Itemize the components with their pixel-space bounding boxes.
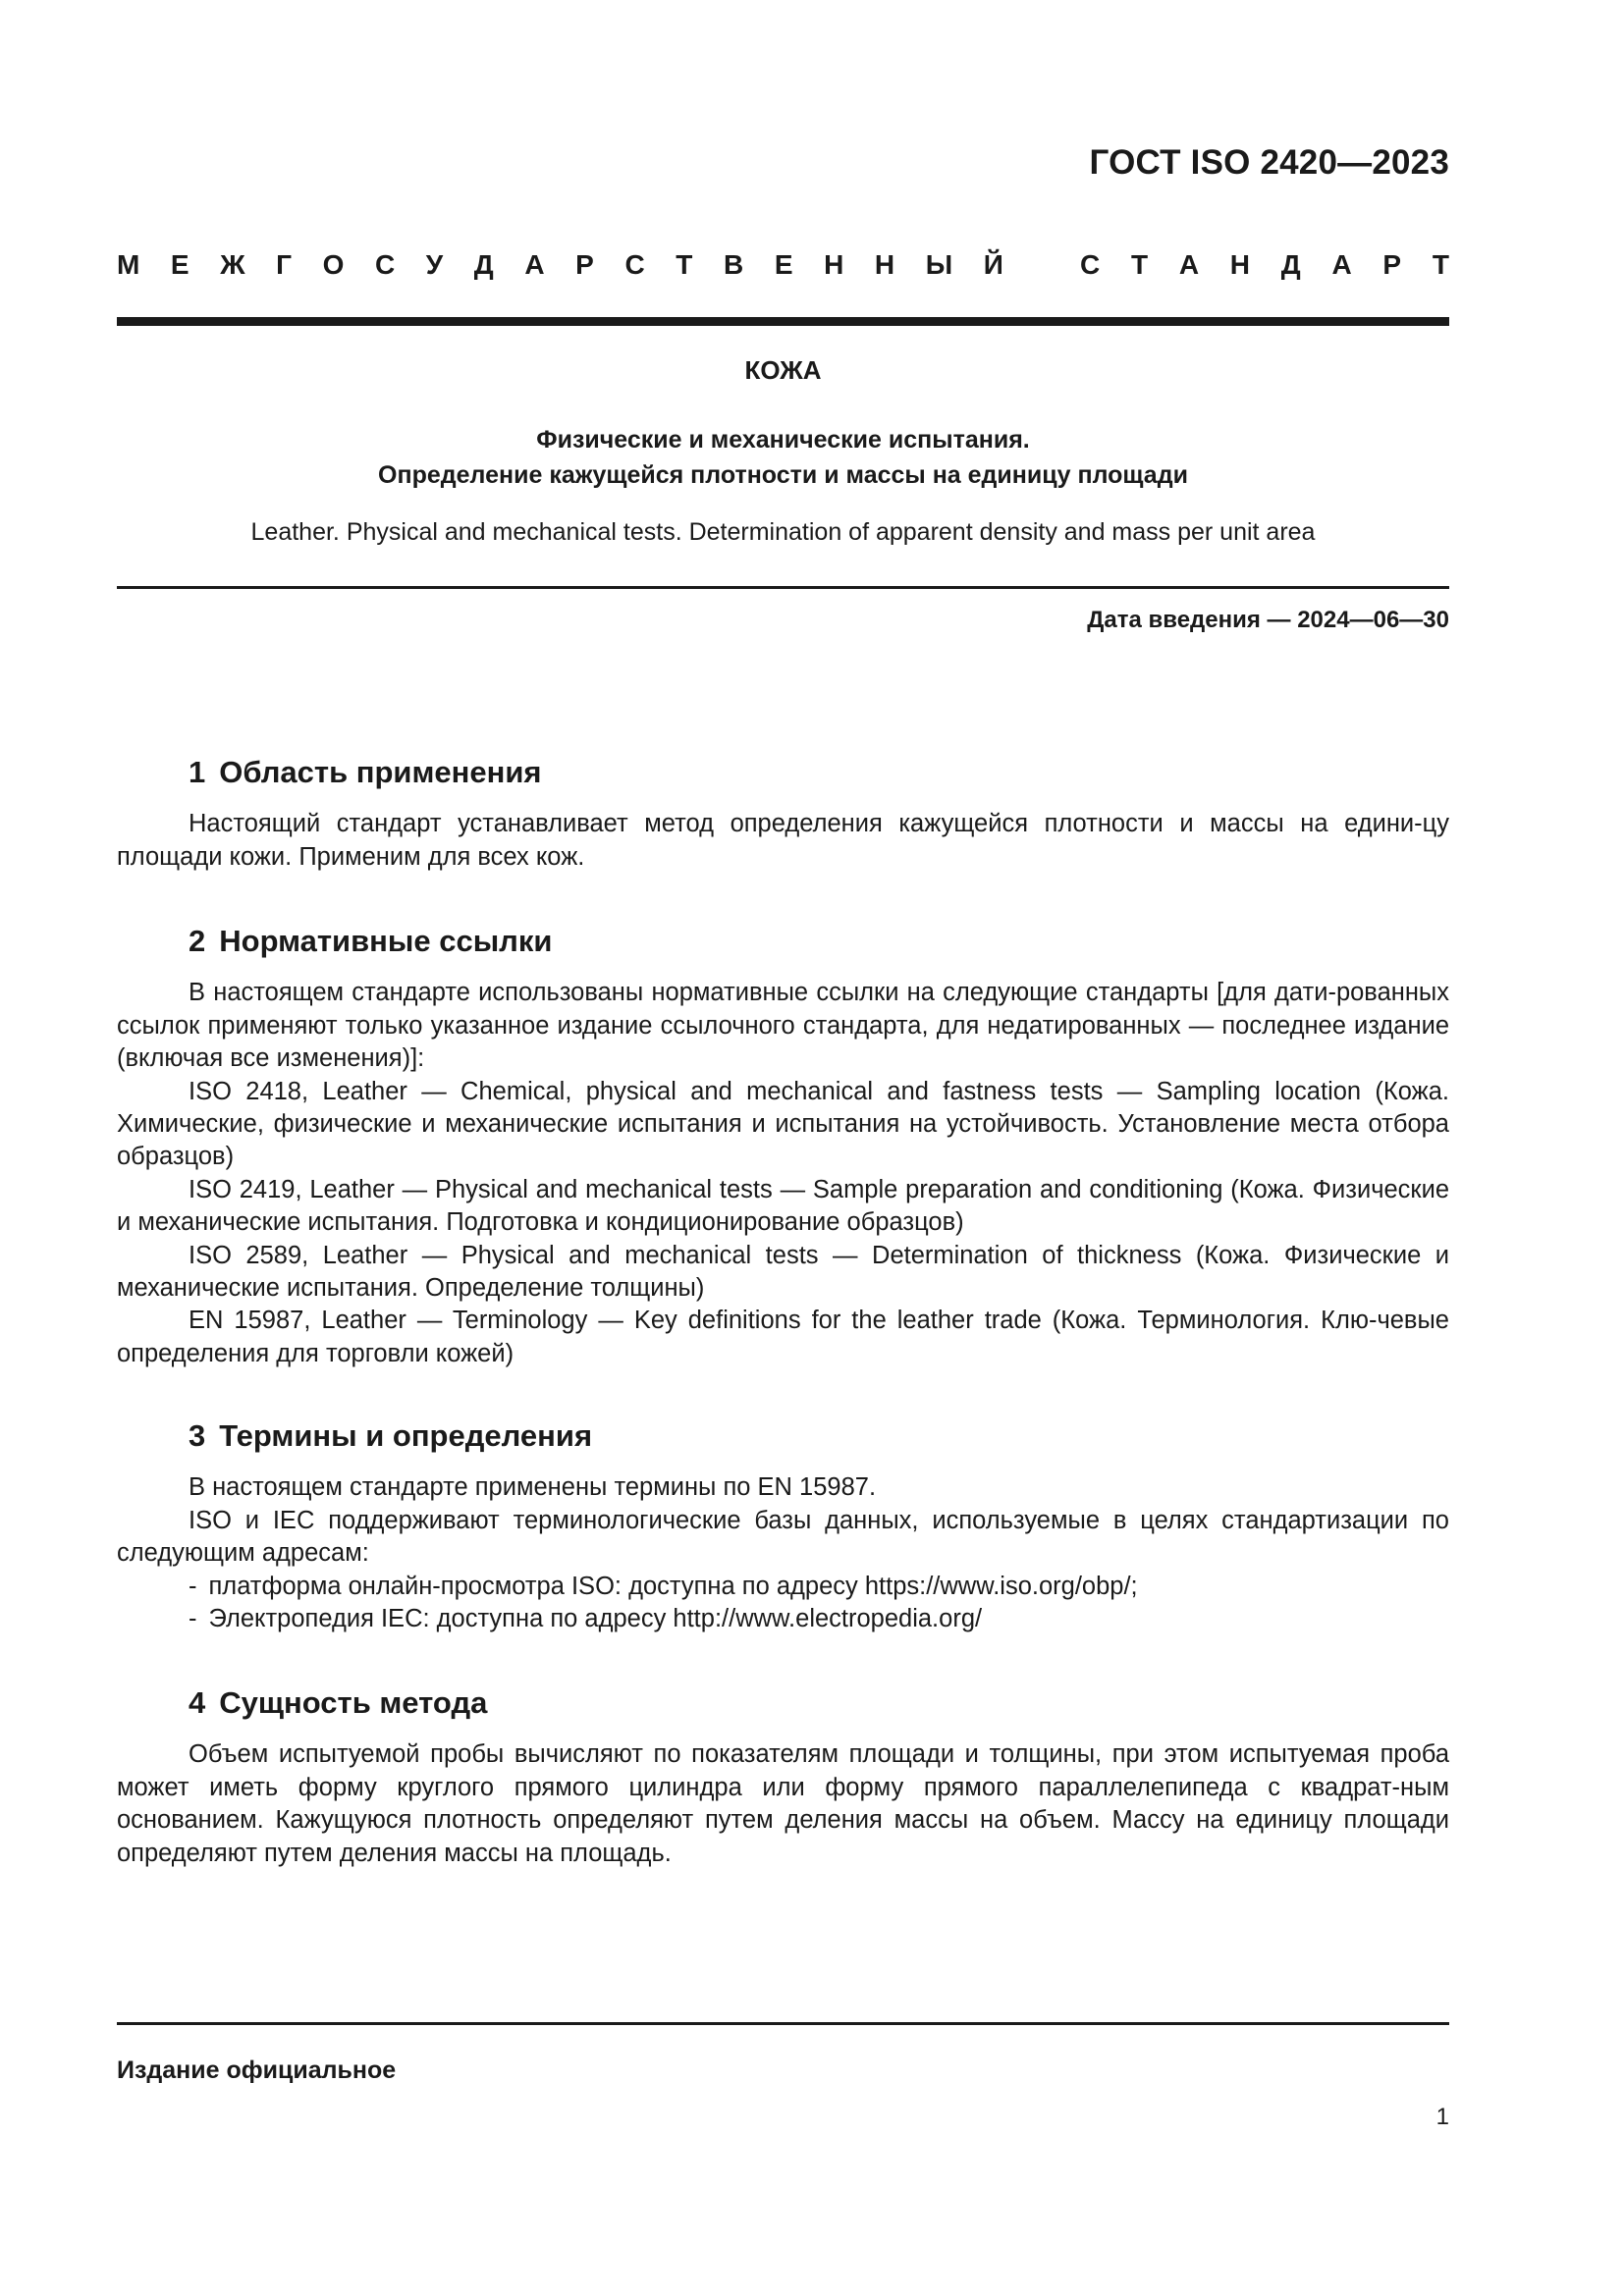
section-normative-references bbox=[117, 925, 1449, 1370]
title-rule bbox=[117, 586, 1449, 589]
section-title: Сущность метода bbox=[219, 1685, 488, 1720]
list-item-text: платформа онлайн-просмотра ISO: доступна по адресу https://www.iso.org/obp/; bbox=[208, 1572, 1138, 1600]
introduction-date: Дата введения — 2024—06—30 bbox=[1087, 607, 1449, 633]
reference-item: ISO 2418, Leather — Chemical, physical and mechanical and fastness tests — Sampling location (Кожа. Химические, физические и механические испытания и испытания на устойчивость. Установление места отбора образцов) bbox=[117, 1077, 1449, 1171]
section-number: 2 bbox=[189, 924, 206, 958]
paragraph: ISO и IEC поддерживают терминологические базы данных, используемые в целях стандартизации по следующим адресам: bbox=[117, 1506, 1449, 1568]
standard-category-header bbox=[117, 249, 1449, 281]
page-number: 1 bbox=[1435, 2104, 1449, 2130]
paragraph: В настоящем стандарте использованы нормативные ссылки на следующие стандарты [для дати-рованных ссылок применяют только указанное издание ссылочного стандарта, для недатированных — последнее издание (включая все изменения)]: bbox=[117, 979, 1449, 1073]
document-subtitle bbox=[117, 422, 1449, 493]
section-heading bbox=[189, 1686, 1449, 1719]
paragraph: Настоящий стандарт устанавливает метод определения кажущейся плотности и массы на едини-цу площади кожи. Применим для всех кож. bbox=[117, 810, 1449, 871]
subtitle-line-1: Физические и механические испытания. bbox=[536, 426, 1030, 454]
list-item-text: Электропедия IEC: доступна по адресу http://www.electropedia.org/ bbox=[208, 1605, 983, 1633]
section-number: 4 bbox=[189, 1685, 206, 1720]
section-method-essence bbox=[117, 1686, 1449, 1870]
section-heading bbox=[189, 756, 1449, 788]
section-title: Термины и определения bbox=[219, 1418, 593, 1453]
standard-number: ГОСТ ISO 2420—2023 bbox=[1089, 143, 1449, 182]
paragraph: В настоящем стандарте применены термины по EN 15987. bbox=[189, 1473, 877, 1502]
document-title: КОЖА bbox=[744, 355, 822, 385]
list-item bbox=[117, 1571, 1449, 1603]
list-item bbox=[117, 1603, 1449, 1635]
subtitle-line-2: Определение кажущейся плотности и массы на единицу площади bbox=[378, 461, 1188, 489]
reference-item: ISO 2589, Leather — Physical and mechanical tests — Determination of thickness (Кожа. Физические и механические испытания. Определение толщины) bbox=[117, 1241, 1449, 1303]
list-dash: - bbox=[189, 1605, 197, 1633]
section-heading bbox=[189, 925, 1449, 957]
english-title: Leather. Physical and mechanical tests. Determination of apparent density and mass per unit area bbox=[250, 518, 1316, 546]
footer-rule bbox=[117, 2022, 1449, 2025]
reference-item: ISO 2419, Leather — Physical and mechanical tests — Sample preparation and conditioning (Кожа. Физические и механические испытания. Подготовка и кондиционирование образцов) bbox=[117, 1175, 1449, 1237]
section-scope bbox=[117, 756, 1449, 874]
category-word-interstate: М Е Ж Г О С У Д А Р С Т В Е Н Н Ы Й bbox=[117, 249, 1003, 280]
section-title: Нормативные ссылки bbox=[219, 924, 553, 958]
official-edition-label: Издание официальное bbox=[117, 2056, 397, 2084]
category-word-standard: С Т А Н Д А Р Т bbox=[1080, 249, 1449, 280]
section-terms-definitions bbox=[117, 1419, 1449, 1635]
reference-item: EN 15987, Leather — Terminology — Key definitions for the leather trade (Кожа. Терминология. Клю-чевые определения для торговли кожей) bbox=[117, 1307, 1449, 1367]
list-dash: - bbox=[189, 1572, 197, 1600]
section-number: 3 bbox=[189, 1418, 206, 1453]
header-rule-thick bbox=[117, 317, 1449, 326]
paragraph: Объем испытуемой пробы вычисляют по показателям площади и толщины, при этом испытуемая проба может иметь форму круглого прямого цилиндра или форму прямого параллелепипеда с квадрат-ным основанием. Кажущуюся плотность определяют путем деления массы на объем. Массу на единицу площади определяют путем деления массы на площадь. bbox=[117, 1740, 1449, 1867]
section-number: 1 bbox=[189, 755, 206, 789]
section-heading bbox=[189, 1419, 1449, 1452]
section-title: Область применения bbox=[219, 755, 542, 789]
